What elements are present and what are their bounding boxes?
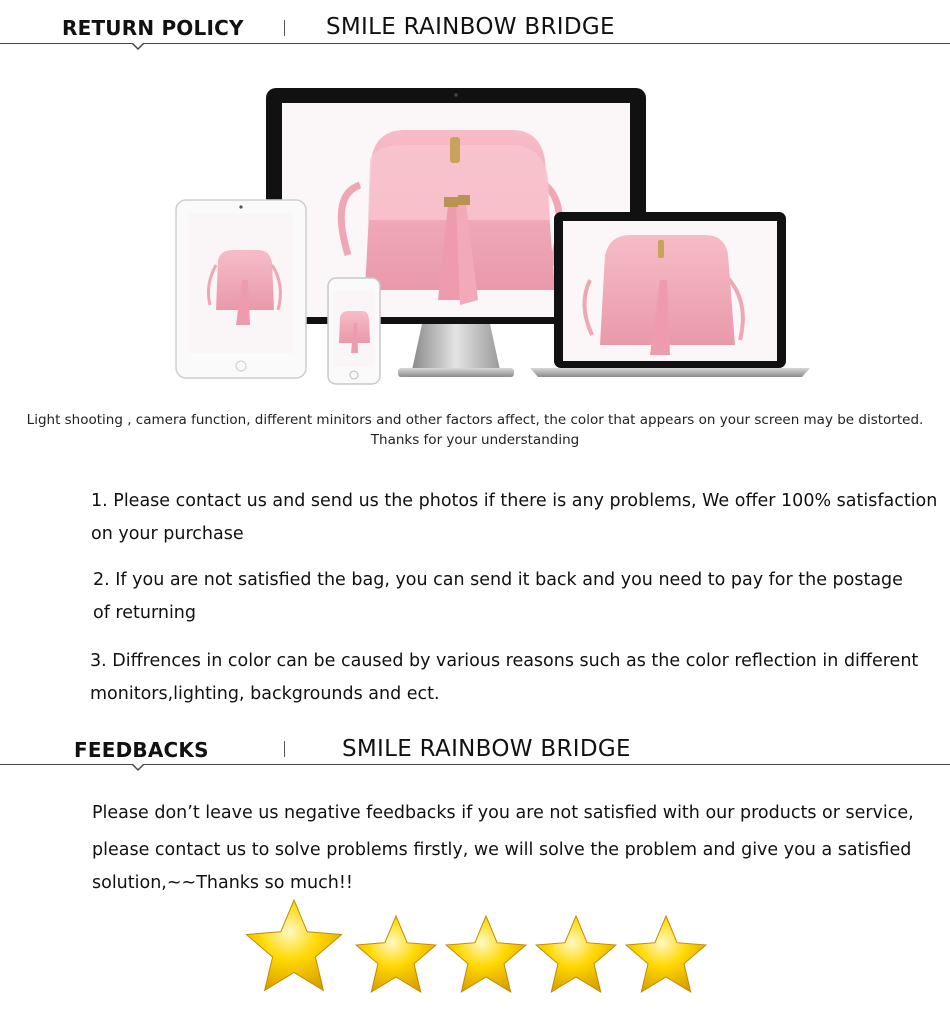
- devices-illustration: [160, 85, 820, 390]
- star-icon: [446, 916, 526, 992]
- section-title: FEEDBACKS: [74, 738, 209, 762]
- star-icon: [626, 916, 706, 992]
- policy-item-3-line-1: 3. Diffrences in color can be caused by various reasons such as the color reflection in different: [90, 651, 919, 671]
- star-icon: [356, 916, 436, 992]
- policy-item-3: [90, 645, 918, 711]
- star-icon: [246, 900, 341, 991]
- disclaimer-line-1: Light shooting , camera function, different minitors and other factors affect, the color that appears on your screen may be distorted.: [26, 412, 924, 428]
- feedbacks-header: [0, 722, 950, 772]
- section-title: RETURN POLICY: [62, 16, 244, 40]
- feedback-line-1: Please don’t leave us negative feedbacks if you are not satisfied with our products or service,: [92, 803, 914, 823]
- phone-device: [328, 278, 380, 384]
- policy-item-1-line-2: on your purchase: [91, 524, 244, 544]
- five-star-rating: [240, 898, 720, 1008]
- star-icon: [536, 916, 616, 992]
- disclaimer-line-2: Thanks for your understanding: [370, 432, 580, 448]
- brand-name: SMILE RAINBOW BRIDGE: [342, 736, 631, 762]
- policy-item-2-line-1: 2. If you are not satisfied the bag, you can send it back and you need to pay for the postage: [93, 570, 903, 590]
- header-notch: [131, 43, 145, 50]
- feedback-line-2: please contact us to solve problems firstly, we will solve the problem and give you a satisfied: [92, 840, 912, 860]
- header-separator: [284, 741, 285, 757]
- brand-name: SMILE RAINBOW BRIDGE: [326, 14, 615, 40]
- policy-item-1-line-1: 1. Please contact us and send us the photos if there is any problems, We offer 100% satisfaction: [91, 491, 938, 511]
- return-policy-header: [0, 0, 950, 50]
- header-notch: [131, 764, 145, 771]
- policy-item-3-line-2: monitors,lighting, backgrounds and ect.: [90, 684, 440, 704]
- feedback-line-3: solution,~~Thanks so much!!: [92, 873, 353, 893]
- policy-item-2: [93, 564, 903, 630]
- bag-image-laptop: [584, 235, 742, 355]
- policy-item-1: [91, 485, 937, 551]
- color-disclaimer: [0, 412, 950, 448]
- laptop-device: [530, 212, 810, 377]
- header-separator: [284, 20, 285, 36]
- tablet-device: [176, 200, 306, 378]
- policy-item-2-line-2: of returning: [93, 603, 197, 623]
